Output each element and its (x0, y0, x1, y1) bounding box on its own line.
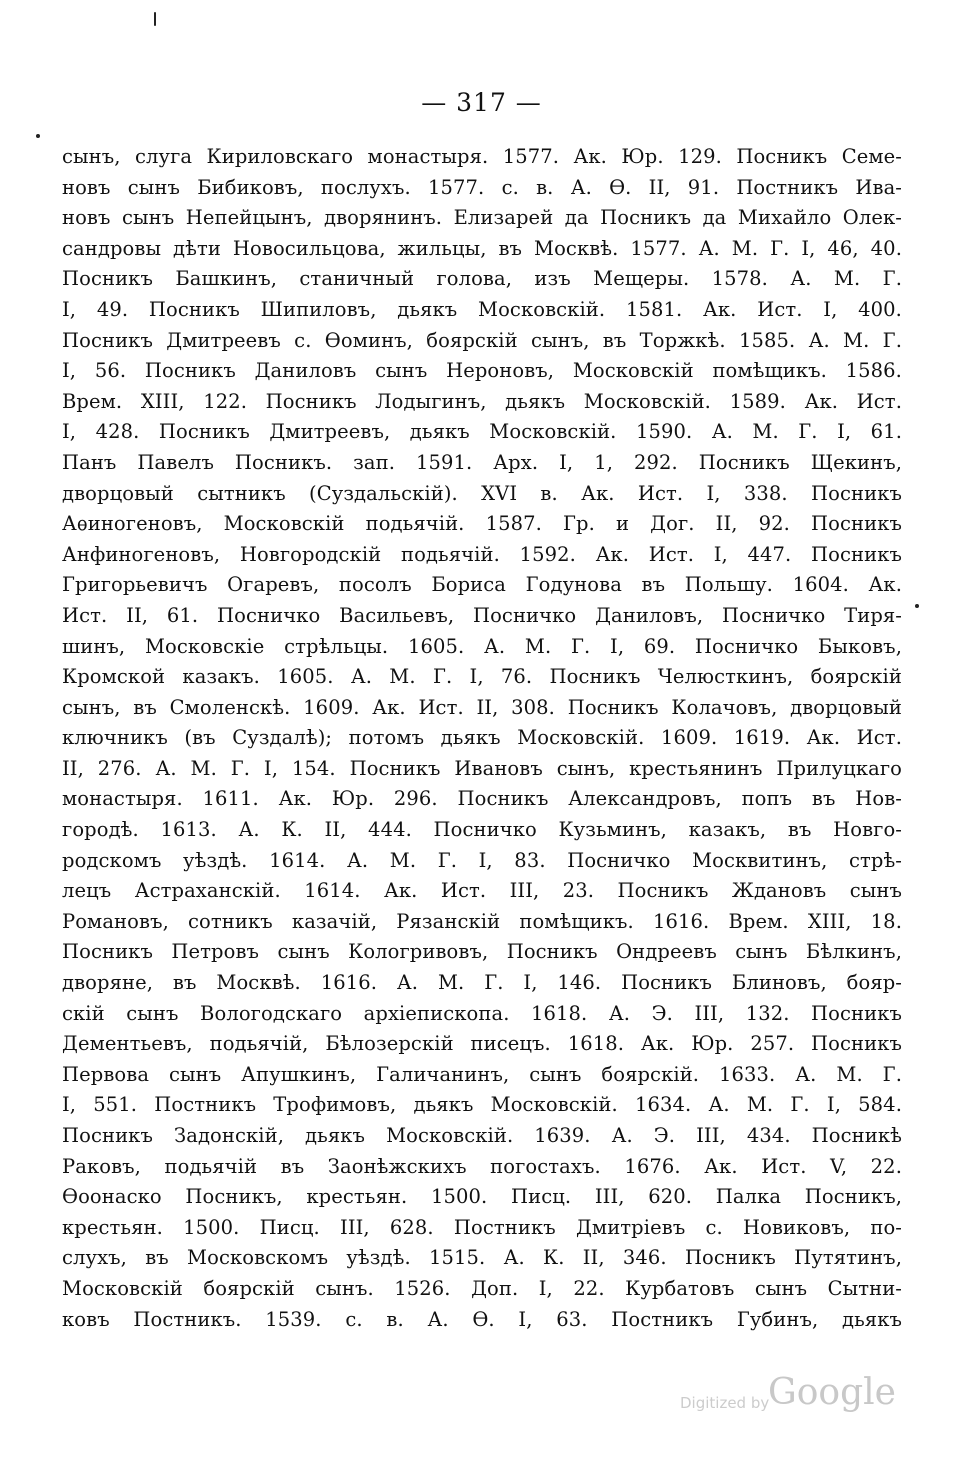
text-line: новъ сынъ Непейцынъ, дворянинъ. Елизарей да Посникъ да Михайло Олек- (62, 206, 902, 230)
text-line: сынъ, въ Смоленскѣ. 1609. Ак. Ист. II, 308. Посникъ Колачовъ, дворцовый (62, 695, 902, 719)
text-line: Анфиногеновъ, Новгородскій подьячій. 1592. Ак. Ист. I, 447. Посникъ (62, 542, 902, 566)
text-line: городѣ. 1613. А. К. II, 444. Посничко Кузьминъ, казакъ, въ Новго- (62, 818, 902, 842)
body-text (62, 142, 902, 1335)
print-speck (36, 134, 40, 138)
text-line: новъ сынъ Бибиковъ, послухъ. 1577. с. в. А. Ѳ. II, 91. Постникъ Ива- (62, 175, 902, 199)
text-line: Панъ Павелъ Посникъ. зап. 1591. Арх. I, 1, 292. Посникъ Щекинъ, (62, 450, 902, 474)
print-speck (154, 12, 156, 26)
digitized-watermark (676, 1372, 896, 1422)
text-line: монастыря. 1611. Ак. Юр. 296. Посникъ Александровъ, попъ въ Нов- (62, 787, 902, 811)
text-line: скій сынъ Вологодскаго архіепископа. 1618. А. Э. III, 132. Посникъ (62, 1001, 902, 1025)
text-line: Посникъ Башкинъ, станичный голова, изъ Мещеры. 1578. А. М. Г. (62, 267, 902, 291)
watermark-brand: Google (768, 1372, 896, 1413)
text-line: Посникъ Задонскій, дьякъ Московскій. 1639. А. Э. III, 434. Посникѣ (62, 1124, 902, 1147)
text-line: II, 276. А. М. Г. I, 154. Посникъ Ивановъ сынъ, крестьянинъ Прилуцкаго (62, 756, 902, 780)
text-line: I, 49. Посникъ Шипиловъ, дьякъ Московскій. 1581. Ак. Ист. I, 400. (62, 297, 902, 321)
text-line: слухъ, въ Московскомъ уѣздѣ. 1515. А. К. II, 346. Посникъ Путятинъ, (62, 1246, 902, 1270)
text-line: Кромской казакъ. 1605. А. М. Г. I, 76. Посникъ Челюсткинъ, боярскій (62, 665, 902, 689)
page-number: — 317 — (421, 88, 542, 117)
text-line: I, 428. Посникъ Дмитреевъ, дьякъ Московскій. 1590. А. М. Г. I, 61. (62, 420, 902, 444)
text-line: дворцовый сытникъ (Суздальскій). XVI в. Ак. Ист. I, 338. Посникъ (62, 481, 902, 505)
text-line: ковъ Постникъ. 1539. с. в. А. Ѳ. I, 63. Постникъ Губинъ, дьякъ (62, 1307, 902, 1331)
text-line: I, 56. Посникъ Даниловъ сынъ Нероновъ, Московскій помѣщикъ. 1586. (62, 359, 902, 383)
text-line: Раковъ, подьячій въ Заонѣжскихъ погостахъ. 1676. Ак. Ист. V, 22. (62, 1154, 902, 1178)
text-line: родскомъ уѣздѣ. 1614. А. М. Г. I, 83. Посничко Москвитинъ, стрѣ- (62, 848, 902, 872)
text-line: Романовъ, сотникъ казачій, Рязанскій помѣщикъ. 1616. Врем. XIII, 18. (62, 909, 902, 933)
text-line: Григорьевичъ Огаревъ, посолъ Бориса Годунова въ Польшу. 1604. Ак. (62, 573, 902, 597)
text-line: крестьян. 1500. Писц. III, 628. Постникъ Дмитріевъ с. Новиковъ, по- (62, 1215, 902, 1239)
text-line: шинъ, Московскіе стрѣльцы. 1605. А. М. Г. I, 69. Посничко Быковъ, (62, 634, 902, 658)
text-line: дворяне, въ Москвѣ. 1616. А. М. Г. I, 146. Посникъ Блиновъ, бояр- (62, 971, 902, 995)
text-line: I, 551. Постникъ Трофимовъ, дьякъ Московскій. 1634. А. М. Г. I, 584. (62, 1093, 902, 1117)
text-line: Аѳиногеновъ, Московскій подьячій. 1587. Гр. и Дог. II, 92. Посникъ (62, 512, 902, 536)
text-line: лецъ Астраханскій. 1614. Ак. Ист. III, 23. Посникъ Ждановъ сынъ (62, 879, 902, 903)
text-line: Дементьевъ, подьячій, Бѣлозерскій писецъ. 1618. Ак. Юр. 257. Посникъ (62, 1032, 902, 1056)
text-line: Ист. II, 61. Посничко Васильевъ, Посничко Даниловъ, Посничко Тиря- (62, 603, 902, 627)
text-line: Первова сынъ Апушкинъ, Галичанинъ, сынъ боярскій. 1633. А. М. Г. (62, 1062, 902, 1086)
watermark-prefix: Digitized by (680, 1394, 770, 1412)
text-line: ключникъ (въ Суздалѣ); потомъ дьякъ Московскій. 1609. 1619. Ак. Ист. (62, 726, 902, 750)
text-line: Московскій боярскій сынъ. 1526. Доп. I, 22. Курбатовъ сынъ Сытни- (62, 1276, 902, 1300)
text-line: сандровы дѣти Новосильцова, жильцы, въ Москвѣ. 1577. А. М. Г. I, 46, 40. (62, 236, 902, 260)
text-line: Врем. XIII, 122. Посникъ Лодыгинъ, дьякъ Московскій. 1589. Ак. Ист. (62, 389, 902, 413)
text-line: Посникъ Петровъ сынъ Кологривовъ, Посникъ Ондреевъ сынъ Бѣлкинъ, (62, 940, 902, 964)
text-line: Посникъ Дмитреевъ с. Ѳоминъ, боярскій сынъ, въ Торжкѣ. 1585. А. М. Г. (62, 328, 902, 352)
print-speck (915, 604, 919, 608)
text-line: Ѳоонаско Посникъ, крестьян. 1500. Писц. III, 620. Палка Посникъ, (62, 1185, 902, 1209)
text-line: сынъ, слуга Кириловскаго монастыря. 1577. Ак. Юр. 129. Посникъ Семе- (62, 145, 902, 168)
